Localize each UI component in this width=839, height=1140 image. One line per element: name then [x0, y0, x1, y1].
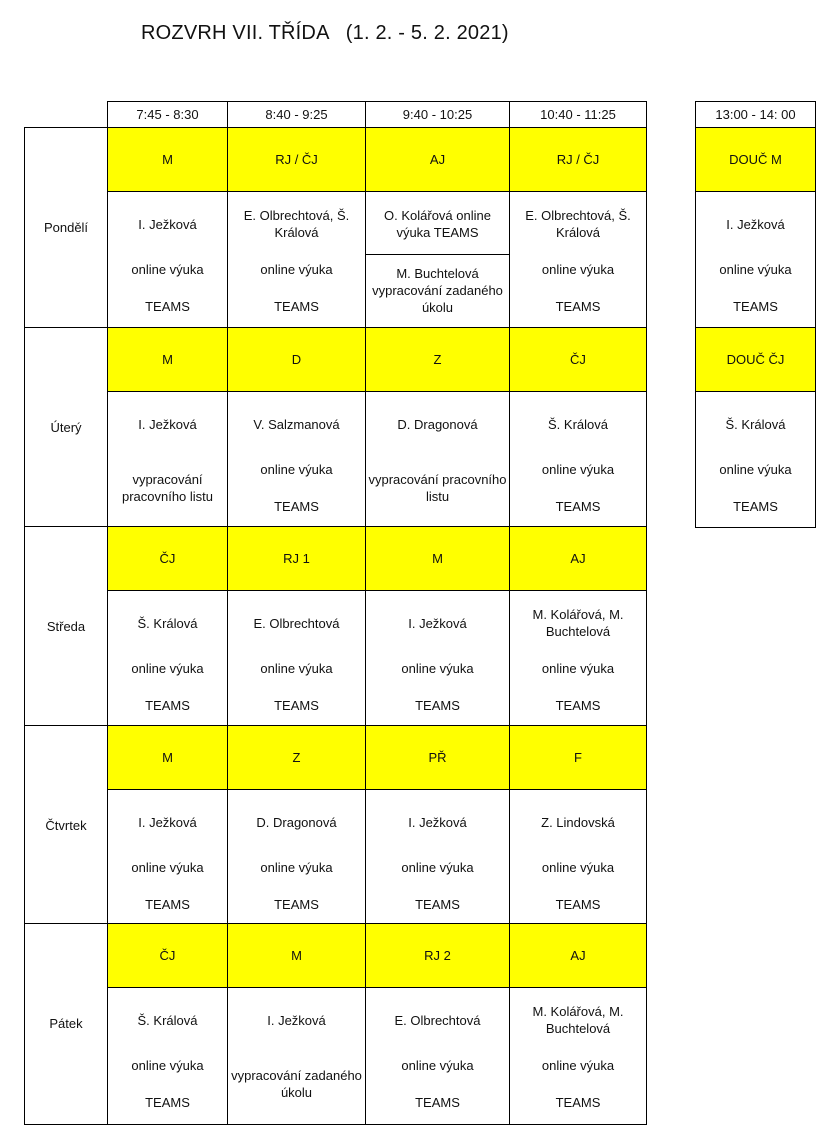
subject-cell: M: [108, 128, 227, 191]
teacher-name: E. Olbrechtová, Š. Králová: [525, 208, 631, 240]
extra-subject-cell: DOUČ M: [696, 128, 815, 191]
day-name: Pondělí: [43, 220, 89, 235]
subject-cell: ČJ: [108, 527, 227, 590]
grid-line: [107, 987, 647, 988]
teaching-mode: vypracování zadaného úkolu: [231, 1068, 362, 1100]
teacher-name: O. Kolářová online výuka TEAMS: [384, 208, 491, 240]
subject-cell: M: [366, 527, 509, 590]
teacher-name: E. Olbrechtová: [394, 1012, 481, 1028]
time-header: 10:40 - 11:25: [540, 107, 616, 122]
subject-cell: M: [108, 328, 227, 391]
teacher-name: E. Olbrechtová, Š. Králová: [243, 208, 350, 240]
subject-cell: RJ 2: [366, 924, 509, 987]
subject-cell: RJ / ČJ: [228, 128, 365, 191]
teacher-name: D. Dragonová: [256, 814, 337, 830]
grid-line: [24, 725, 647, 726]
day-name: Čtvrtek: [45, 818, 87, 833]
teaching-platform: TEAMS: [415, 1094, 460, 1110]
teaching-mode: online výuka: [541, 461, 615, 477]
extra-teaching-platform: TEAMS: [733, 298, 778, 314]
subject-cell: F: [510, 726, 646, 789]
teacher-name: M. Kolářová, M. Buchtelová: [532, 1004, 624, 1036]
teacher-name: I. Ježková: [267, 1012, 326, 1028]
extra-teaching-platform: TEAMS: [733, 498, 778, 514]
subject-cell: Z: [366, 328, 509, 391]
teaching-platform: TEAMS: [555, 298, 601, 314]
teaching-mode: online výuka: [541, 1057, 615, 1073]
grid-line: [24, 327, 647, 328]
grid-line: [24, 526, 647, 527]
teaching-mode: vypracování pracovního listu: [368, 472, 507, 504]
teaching-mode: online výuka: [401, 660, 474, 676]
teacher-name: Š. Králová: [548, 416, 608, 432]
grid-line: [107, 191, 647, 192]
subject-cell: RJ 1: [228, 527, 365, 590]
grid-line: [695, 327, 816, 328]
teacher-name: I. Ježková: [408, 814, 467, 830]
teaching-mode: online výuka: [260, 461, 333, 477]
grid-line: [107, 101, 647, 102]
subject-cell: AJ: [510, 527, 646, 590]
teacher-name: Š. Králová: [137, 1012, 198, 1028]
teaching-platform: TEAMS: [415, 896, 460, 912]
time-header: 8:40 - 9:25: [265, 107, 328, 122]
teaching-mode: online výuka: [401, 1057, 474, 1073]
teaching-mode: online výuka: [541, 261, 615, 277]
subject-cell: AJ: [366, 128, 509, 191]
teacher-name: M. Kolářová, M. Buchtelová: [532, 607, 624, 639]
grid-line: [24, 923, 647, 924]
teaching-platform: TEAMS: [274, 498, 319, 514]
grid-line: [365, 254, 509, 255]
grid-line: [695, 191, 816, 192]
subject-cell: D: [228, 328, 365, 391]
teacher-name: E. Olbrechtová: [253, 615, 340, 631]
day-name: Úterý: [50, 420, 82, 435]
teaching-platform: TEAMS: [274, 298, 319, 314]
teaching-mode: online výuka: [541, 660, 615, 676]
time-header: 7:45 - 8:30: [136, 107, 199, 122]
teaching-mode: online výuka: [541, 859, 615, 875]
teacher-name: I. Ježková: [138, 814, 197, 830]
grid-line: [509, 101, 510, 1125]
day-name: Pátek: [49, 1016, 83, 1031]
teaching-platform: TEAMS: [145, 896, 190, 912]
teaching-platform: TEAMS: [274, 896, 319, 912]
grid-line: [695, 527, 816, 528]
subject-cell: AJ: [510, 924, 646, 987]
grid-line: [107, 101, 108, 1125]
extra-teacher-name: Š. Králová: [725, 416, 786, 432]
extra-teaching-mode: online výuka: [719, 261, 792, 277]
grid-line: [695, 101, 696, 528]
teaching-mode: online výuka: [131, 859, 204, 875]
subject-cell: Z: [228, 726, 365, 789]
subject-cell: PŘ: [366, 726, 509, 789]
teacher-name: V. Salzmanová: [253, 416, 340, 432]
page-title: ROZVRH VII. TŘÍDA (1. 2. - 5. 2. 2021): [141, 22, 509, 44]
teacher-name: Z. Lindovská: [541, 814, 615, 830]
teacher-name: I. Ježková: [138, 416, 197, 432]
time-header: 9:40 - 10:25: [402, 107, 473, 122]
subject-cell: M: [228, 924, 365, 987]
grid-line: [24, 1124, 647, 1125]
teaching-mode: vypracování pracovního listu: [121, 472, 214, 504]
teaching-platform: TEAMS: [415, 697, 460, 713]
teacher-name: I. Ježková: [138, 216, 197, 232]
teacher-name: Š. Králová: [137, 615, 198, 631]
extra-subject-cell: DOUČ ČJ: [696, 328, 815, 391]
teaching-platform: TEAMS: [555, 498, 601, 514]
grid-line: [24, 127, 25, 1125]
teaching-mode: online výuka: [131, 1057, 204, 1073]
teaching-mode: M. Buchtelová vypracování zadaného úkolu: [372, 265, 503, 315]
grid-line: [24, 127, 647, 128]
teaching-mode: online výuka: [260, 660, 333, 676]
grid-line: [815, 101, 816, 528]
subject-cell: RJ / ČJ: [510, 128, 646, 191]
teaching-mode: online výuka: [131, 261, 204, 277]
grid-line: [646, 101, 647, 1125]
extra-teaching-mode: online výuka: [719, 461, 792, 477]
subject-cell: ČJ: [510, 328, 646, 391]
teaching-mode: online výuka: [260, 261, 333, 277]
afternoon-time-header: 13:00 - 14: 00: [715, 107, 796, 122]
extra-teacher-name: I. Ježková: [726, 216, 785, 232]
teaching-platform: TEAMS: [145, 298, 190, 314]
grid-line: [365, 101, 366, 1125]
grid-line: [107, 391, 647, 392]
teaching-mode: online výuka: [260, 859, 333, 875]
teacher-name: D. Dragonová: [397, 416, 478, 432]
grid-line: [227, 101, 228, 1125]
subject-cell: M: [108, 726, 227, 789]
teaching-platform: TEAMS: [145, 1094, 190, 1110]
grid-line: [695, 101, 816, 102]
subject-cell: ČJ: [108, 924, 227, 987]
grid-line: [695, 391, 816, 392]
grid-line: [695, 127, 816, 128]
teacher-name: I. Ježková: [408, 615, 467, 631]
day-name: Středa: [46, 619, 86, 634]
grid-line: [107, 590, 647, 591]
teaching-platform: TEAMS: [555, 697, 601, 713]
grid-line: [107, 789, 647, 790]
teaching-platform: TEAMS: [274, 697, 319, 713]
teaching-mode: online výuka: [131, 660, 204, 676]
teaching-platform: TEAMS: [145, 697, 190, 713]
teaching-mode: online výuka: [401, 859, 474, 875]
teaching-platform: TEAMS: [555, 1094, 601, 1110]
teaching-platform: TEAMS: [555, 896, 601, 912]
